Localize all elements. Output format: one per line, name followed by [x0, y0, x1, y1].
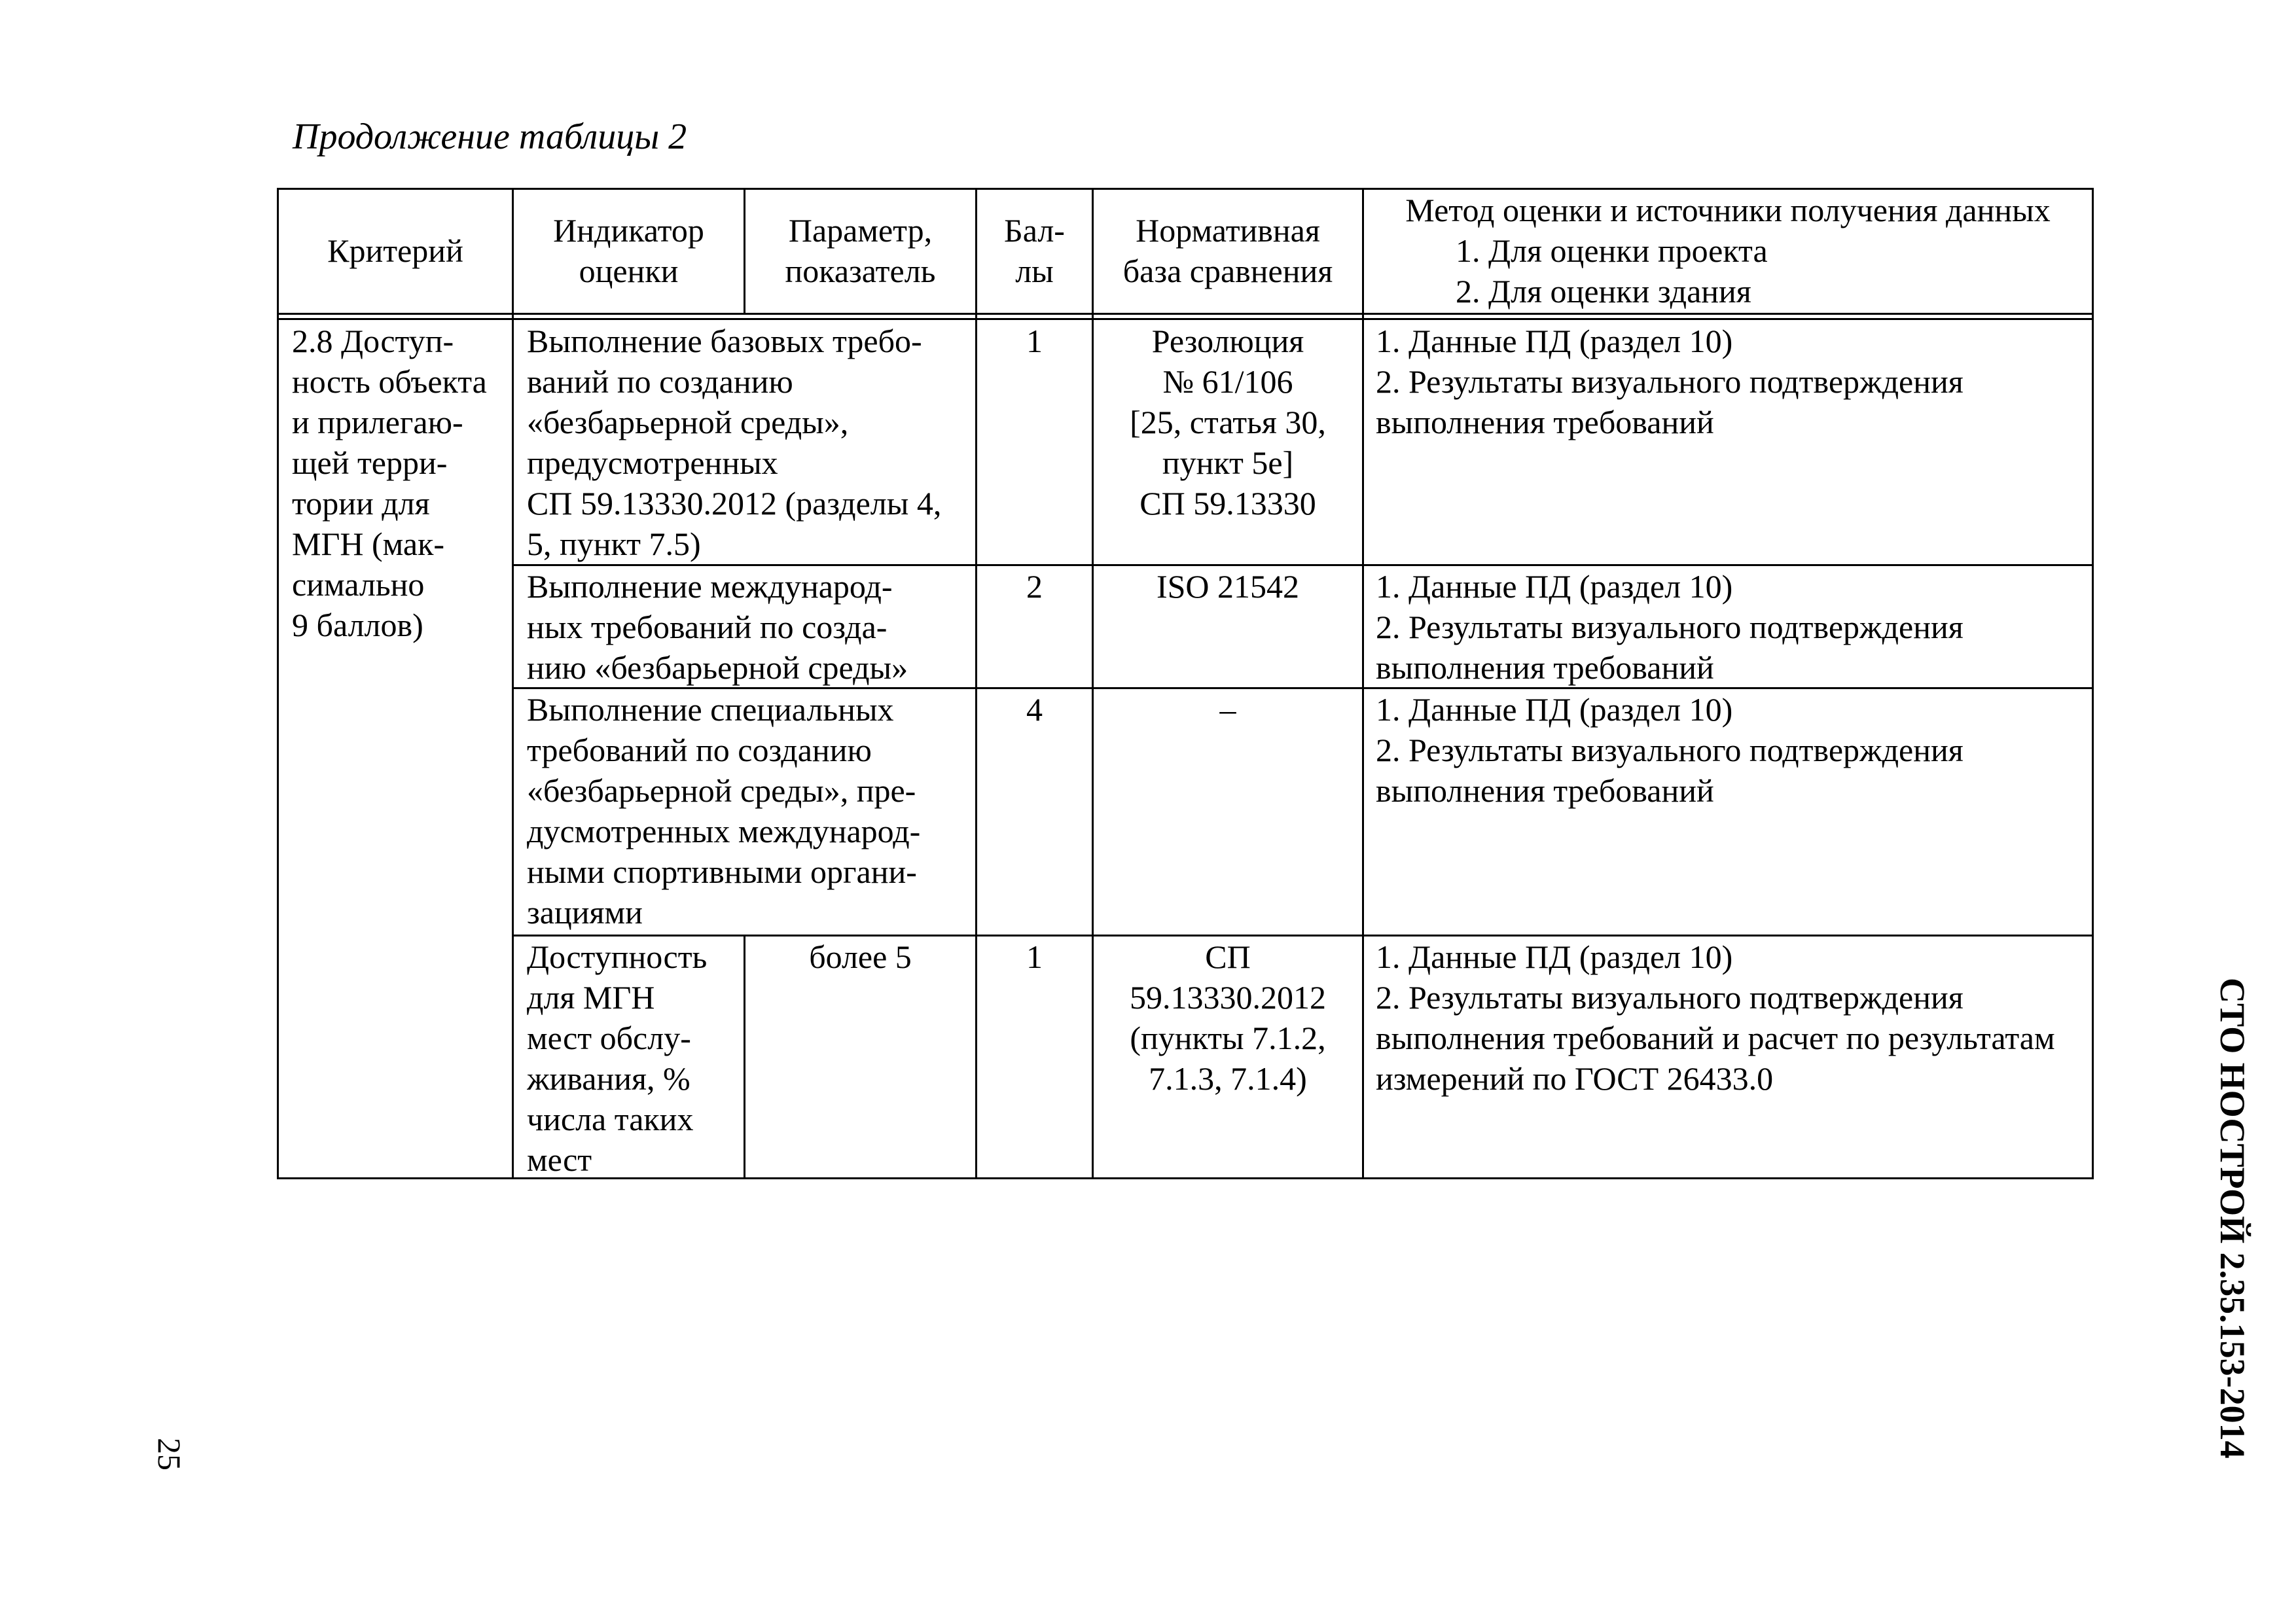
row-3-indicator: Выполнение специальных требований по созданию «безбарьерной среды», пре- дусмотренных международ- ными спортивными органи- зациями — [527, 691, 921, 931]
criterion-cell: 2.8 Доступ- ность объекта и прилегаю- щей терри- тории для МГН (мак- симально 9 баллов) — [292, 323, 487, 643]
criteria-table — [277, 188, 2094, 1179]
row-1-points: 1 — [1026, 323, 1043, 359]
row-4-points: 1 — [1026, 938, 1043, 975]
row-4-indicator: Доступность для МГН мест обслу- живания, % числа таких мест — [527, 938, 708, 1178]
header-indicator: Индикатор оценки — [553, 212, 704, 289]
header-criterion: Критерий — [327, 232, 463, 269]
header-method-sub-2: 2. Для оценки здания — [1456, 273, 1751, 310]
row-2-method: 1. Данные ПД (раздел 10) 2. Результаты визуального подтверждения выполнения требований — [1376, 568, 1964, 686]
row-4-method: 1. Данные ПД (раздел 10) 2. Результаты визуального подтверждения выполнения требований и расчет по результатам измерений по ГОСТ 26433.0 — [1376, 938, 2055, 1097]
header-divider-bottom — [279, 318, 2092, 320]
page-number: 25 — [151, 1438, 188, 1471]
header-divider-top — [279, 313, 2092, 315]
document-code: СТО НОСТРОЙ 2.35.153-2014 — [2213, 978, 2252, 1459]
header-method-sub-1: 1. Для оценки проекта — [1456, 232, 1768, 269]
row-3-points: 4 — [1026, 691, 1043, 728]
header-points: Бал- лы — [1004, 212, 1065, 289]
header-normative-base: Нормативная база сравнения — [1122, 212, 1333, 289]
table-caption: Продолжение таблицы 2 — [293, 116, 687, 157]
header-method: Метод оценки и источники получения данных — [1405, 192, 2051, 228]
col-divider-5 — [1362, 190, 1364, 1177]
row-1-normative-base: Резолюция № 61/106 [25, статья 30, пункт 5е] СП 59.13330 — [1130, 323, 1326, 522]
row-3-method: 1. Данные ПД (раздел 10) 2. Результаты визуального подтверждения выполнения требований — [1376, 691, 1964, 809]
row-2-indicator: Выполнение международ- ных требований по созда- нию «безбарьерной среды» — [527, 568, 908, 686]
row-1-method: 1. Данные ПД (раздел 10) 2. Результаты визуального подтверждения выполнения требований — [1376, 323, 1964, 440]
header-parameter: Параметр, показатель — [785, 212, 936, 289]
row-2-normative-base: ISO 21542 — [1156, 568, 1300, 605]
row-2-points: 2 — [1026, 568, 1043, 605]
col-divider-1 — [512, 190, 514, 1177]
row-3-normative-base: – — [1219, 691, 1236, 728]
row-1-indicator: Выполнение базовых требо- ваний по созданию «безбарьерной среды», предусмотренных СП 59.13330.2012 (разделы 4, 5, пункт 7.5) — [527, 323, 942, 562]
row-4-normative-base: СП 59.13330.2012 (пункты 7.1.2, 7.1.3, 7.1.4) — [1130, 938, 1326, 1097]
row-4-parameter: более 5 — [809, 938, 912, 975]
